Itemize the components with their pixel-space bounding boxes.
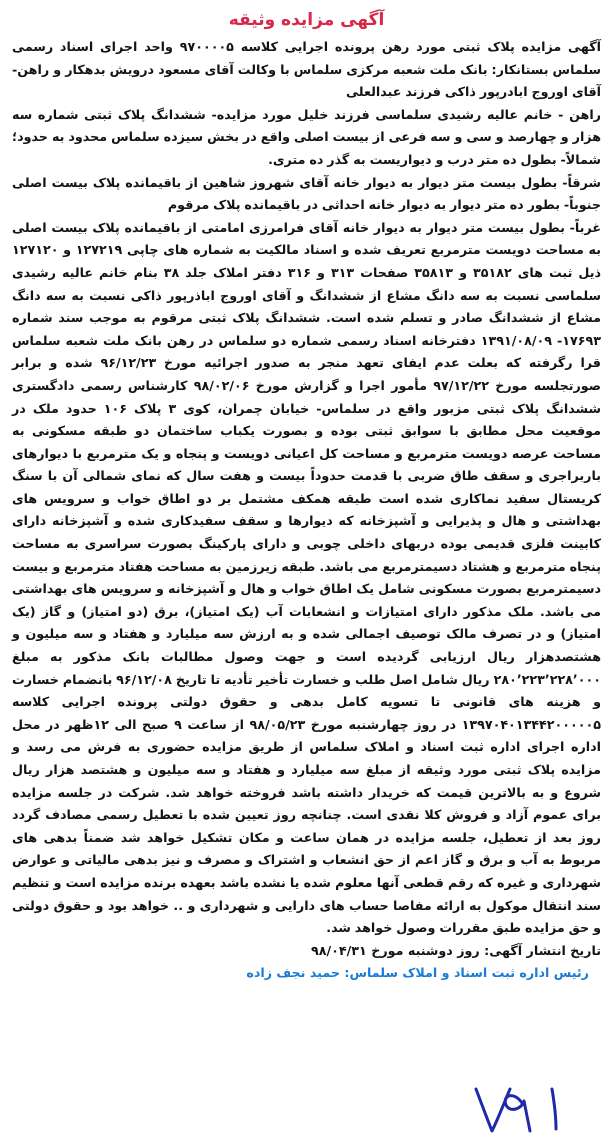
notice-body (12, 36, 601, 940)
handwritten-number-mark (470, 1083, 580, 1133)
signature-line: رئیس اداره ثبت اسناد و املاک سلماس: حمید نجف زاده (246, 965, 589, 981)
notice-title: آگهی مزایده وثیقه (228, 10, 385, 30)
publication-date: تاریخ انتشار آگهی: روز دوشنبه مورخ ۹۸/۰۴/۳۱ (311, 942, 601, 958)
notice-paragraph: غرباً- بطول بیست متر دیوار به دیوار خانه آقای فرامرزی امامتی از باقیمانده پلاک بیست اصلی به مساحت دویست مترمربع تعریف شده و اسناد مالکیت به شماره های چاپی ۱۲۷۲۱۹ و ۱۲۷۱۲۰ ذیل ثبت های ۳۵۱۸۲ و ۳۵۸۱۳ صفحات ۳۱۳ و ۳۱۶ دفتر املاک جلد ۳۸ بنام خانم عالیه رشیدی سلماسی نسبت به سه دانگ مشاع از ششدانگ و آقای اوروج اباذرپور ذاکی نسبت به سه دانگ مشاع از ششدانگ صادر و تسلم شده است. ششدانگ پلاک ثبتی مرقوم به موجب سند شماره ۱۷۶۹۳- ۱۳۹۱/۰۸/۰۹ دفترخانه اسناد رسمی شماره دو سلماس در رهن بانک ملت شعبه سلماس قرا رگرفته که بعلت عدم ایفای تعهد منجر به صدور اجرائیه مورخ ۹۶/۱۲/۲۳ شده و برابر صورتجلسه مورخ ۹۷/۱۲/۲۲ مأمور اجرا و گزارش مورخ ۹۸/۰۲/۰۶ کارشناس رسمی دادگستری ششدانگ پلاک ثبتی مزبور واقع در سلماس- خیابان چمران، کوی ۳ پلاک ۱۰۶ حدود ملک در موقعیت محل مطابق با سوابق ثبتی بوده و بصورت یکباب ساختمان دو طبقه مسکونی به مساحت عرصه دویست مترمربع و مساحت کل اعیانی دویست و پنجاه و یک مترمربع با دیوارهای باربراجری و سقف طاق ضربی با قدمت حدوداً بیست و هفت سال که نمای شمالی آن با سنگ کریستال سفید نماکاری شده است طبقه همکف مشتمل بر دو اطاق خواب و سرویس های بهداشتی و هال و پذیرایی و آشپزخانه که دیوارها و سقف سفیدکاری شده و آشپزخانه دارای کابینت فلزی قدیمی بوده دربهای داخلی چوبی و دارای پارکینگ بصورت سراسری به مساحت پنجاه مترمربع و هشتاد دسیمترمربع می باشد. طبقه زیرزمین به مساحت هفتاد مترمربع و بیست دسیمترمربع بصورت مسکونی شامل یک اطاق خواب و هال و آشپزخانه و سرویس های بهداشتی می باشد. ملک مذکور دارای امتیازات و انشعابات آب (یک امتیاز)، برق (دو امتیاز) و گاز (یک امتیاز) و در تصرف مالک توصیف اجمالی شده و به ارزش سه میلیارد و هفتاد و سه میلیون و هشتصدهزار ریال ارزیابی گردیده است و جهت وصول مطالبات بانک مذکور به مبلغ ۲۸۰٬۲۲۳٬۲۲۸٬۰۰۰ ریال شامل اصل طلب و خسارت تأخیر تأدیه تا تاریخ ۹۶/۱۲/۰۸ بانضمام خسارت و هزینه های قانونی تا تسویه کامل بدهی و حقوق دولتی پرونده اجرایی کلاسه ۱۳۹۷۰۴۰۱۳۴۴۲۰۰۰۰۰۵ در روز چهارشنبه مورخ ۹۸/۰۵/۲۳ از ساعت ۹ صبح الی ۱۲ظهر در محل اداره اجرای اداره ثبت اسناد و املاک سلماس از طریق مزایده حضوری به فرش می رسد و مزایده پلاک ثبتی مورد وثیقه از مبلغ سه میلیارد و هفتاد و سه میلیون و هشتصد هزار ریال شروع و به بالاترین قیمت که خریدار داشته باشد فروخته خواهد شد. شرکت در جلسه مزایده برای عموم آزاد و فروش کلا نقدی است. چنانچه روز تعیین شده با تعطیل رسمی مصادف گردد روز بعد از تعطیل، جلسه مزایده در همان ساعت و مکان تشکیل خواهد شد ضمناً بدهی های مربوط به آب و برق و گاز اعم از حق انشعاب و اشتراک و مصرف و نیز بدهی مالیاتی و عوارض شهرداری و غیره که رقم قطعی آنها معلوم شده یا نشده باشد بعهده برنده مزایده است و تنظیم سند انتقال موکول به ارائه مفاصا حساب های دارایی و شهرداری و .. خواهد بود و حقوق دولتی و حق مزایده طبق مقررات وصول خواهد شد. (12, 219, 602, 936)
notice-paragraph: شرقاً- بطول بیست متر دیوار به دیوار خانه آقای شهروز شاهین از باقیمانده پلاک بیست اصلی جنوباً- بطور ده متر دیوار به دیوار خانه احداثی در باقیمانده پلاک مرقوم (12, 174, 601, 213)
notice-paragraph: آگهی مزایده پلاک ثبتی مورد رهن پرونده اجرایی کلاسه ۹۷۰۰۰۰۵ واحد اجرای اسناد رسمی سلماس بستانکار: بانک ملت شعبه مرکزی سلماس با وکالت آقای مسعود درویش بدهکار و راهن- آقای اوروج ابادرپور ذاکی فرزند عبدالعلی (12, 39, 601, 100)
notice-paragraph: راهن - خانم عالیه رشیدی سلماسی فرزند خلیل مورد مزایده- ششدانگ پلاک ثبتی شماره سه هزار و چهارصد و سی و سه فرعی از بیست اصلی واقع در بخش سیزده سلماس محدود به حدود؛ شمالاً- بطول ده متر درب و دیواریست به گذر ده متری. (12, 106, 601, 167)
